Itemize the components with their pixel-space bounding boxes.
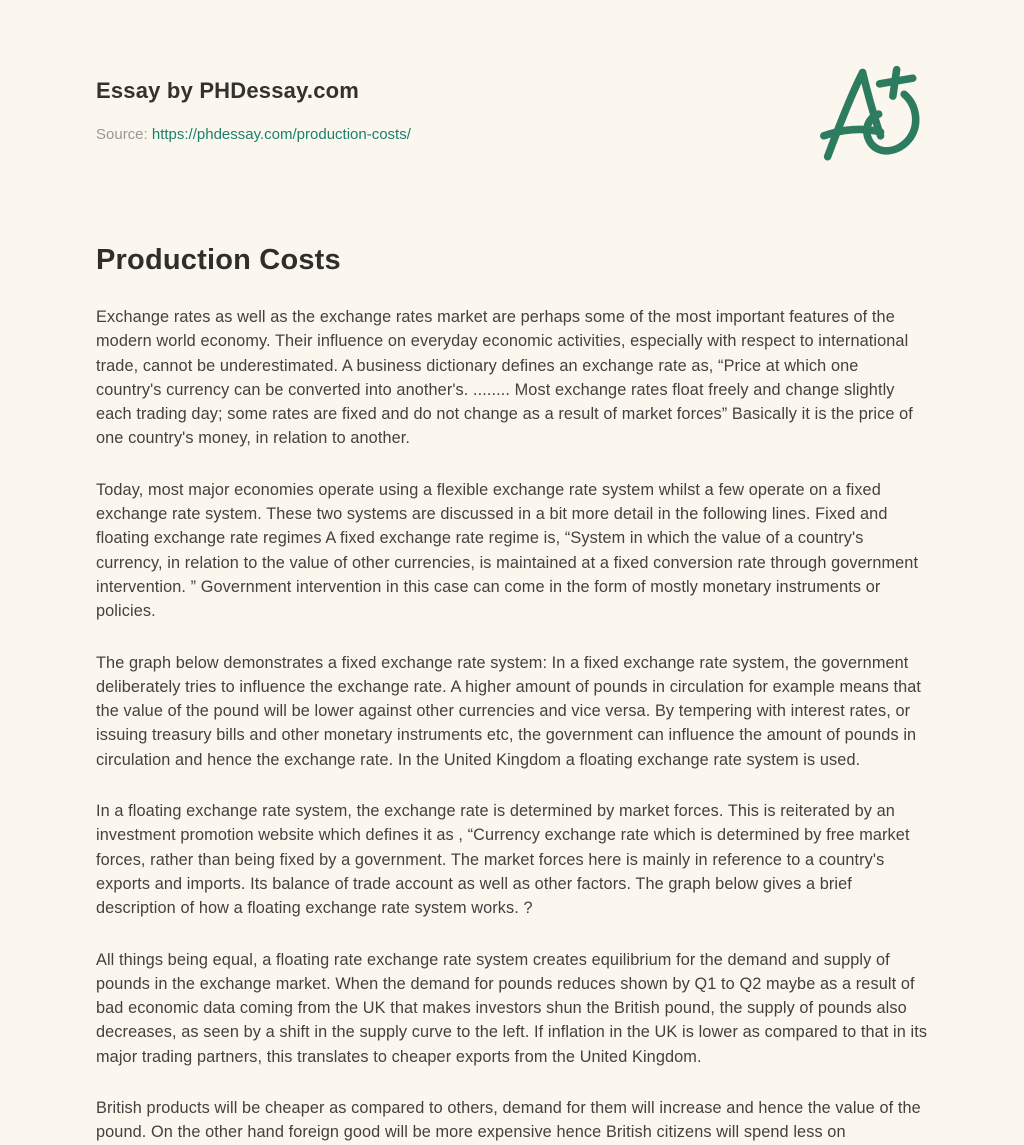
source-line: [96, 126, 411, 143]
a-plus-logo-icon: [820, 64, 926, 168]
header-text-block: [96, 72, 411, 143]
essay-body: [96, 305, 928, 1145]
essay-paragraph: All things being equal, a floating rate exchange rate system creates equilibrium for the demand and supply of pounds in the exchange market. When the demand for pounds reduces shown by Q1 to Q2 maybe as a result of bad economic data coming from the UK that makes investors shun the British pound, the supply of pounds also decreases, as seen by a shift in the supply curve to the left. If inflation in the UK is lower as compared to that in its major trading partners, this translates to cheaper exports from the United Kingdom.: [96, 950, 928, 1066]
essay-paragraph: Exchange rates as well as the exchange rates market are perhaps some of the most important features of the modern world economy. Their influence on everyday economic activities, especially with respect to international trade, cannot be underestimated. A business dictionary defines an exchange rate as, “Price at which one country's currency can be converted into another's. ........ Most exchange rates float freely and change slightly each trading day; some rates are fixed and do not change as a result of market forces” Basically it is the price of one country's money, in relation to another.: [96, 308, 913, 448]
essay-paragraph: Today, most major economies operate using a flexible exchange rate system whilst a few operate on a fixed exchange rate system. These two systems are discussed in a bit more detail in the following lines. Fixed and floating exchange rate regimes A fixed exchange rate regime is, “System in which the value of a country's currency, in relation to the value of other currencies, is maintained at a fixed conversion rate through government intervention. ” Government intervention in this case can come in the form of mostly monetary instruments or policies.: [96, 480, 919, 621]
source-label: Source:: [96, 126, 148, 143]
page-header: [96, 72, 928, 168]
brand-title: Essay by PHDessay.com: [96, 78, 360, 103]
essay-paragraph: The graph below demonstrates a fixed exchange rate system: In a fixed exchange rate system, the government deliberately tries to influence the exchange rate. A higher amount of pounds in circulation for example means that the value of the pound will be lower against other currencies and vice versa. By tempering with interest rates, or issuing treasury bills and other monetary instruments etc, the government can influence the amount of pounds in circulation and hence the exchange rate. In the United Kingdom a floating exchange rate system is used.: [96, 653, 922, 769]
essay-paragraph: British products will be cheaper as compared to others, demand for them will increase and hence the value of the pound. On the other hand foreign good will be more expensive hence British citizens will spend less on: [96, 1099, 921, 1142]
source-link[interactable]: https://phdessay.com/production-costs/: [151, 126, 411, 143]
essay-paragraph: In a floating exchange rate system, the exchange rate is determined by market forces. This is reiterated by an investment promotion website which defines it as , “Currency exchange rate which is determined by free market forces, rather than being fixed by a government. The market forces here is mainly in reference to a country's exports and imports. Its balance of trade account as well as other factors. The graph below gives a brief description of how a floating exchange rate system works. ?: [96, 802, 910, 918]
page-title: Production Costs: [96, 244, 341, 276]
